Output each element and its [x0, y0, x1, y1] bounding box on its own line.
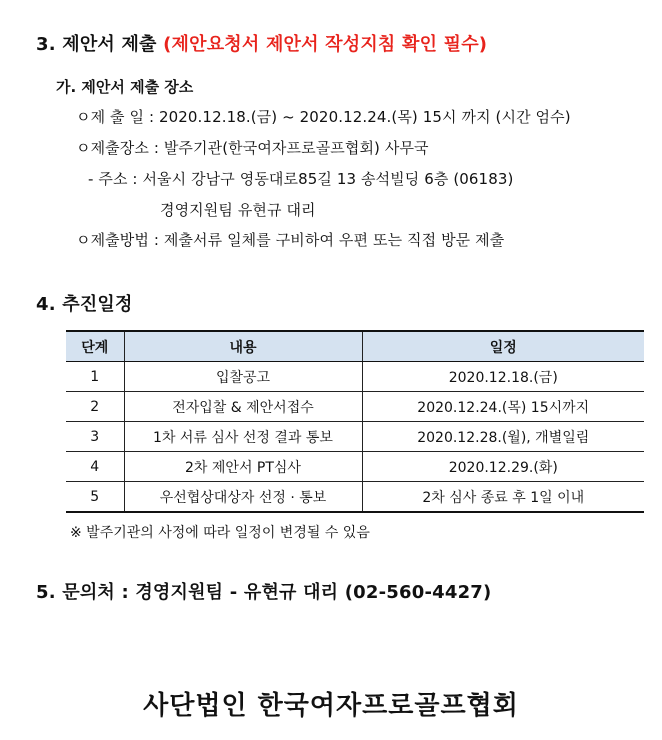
table-row — [66, 452, 644, 482]
submission-date-line: ㅇ제 출 일 : 2020.12.18.(금) ~ 2020.12.24.(목) 15시 까지 (시간 엄수) — [76, 108, 571, 126]
header-content: 내용 — [124, 331, 362, 362]
submission-place-line: ㅇ제출장소 : 발주기관(한국여자프로골프협회) 사무국 — [76, 139, 429, 157]
content-cell: 우선협상대상자 선정 · 통보 — [124, 482, 362, 513]
content-cell: 전자입찰 & 제안서접수 — [124, 392, 362, 422]
table-row — [66, 392, 644, 422]
address-line: - 주소 : 서울시 강남구 영동대로85길 13 송석빌딩 6층 (06183) — [88, 170, 514, 188]
content-cell: 1차 서류 심사 선정 결과 통보 — [124, 422, 362, 452]
schedule-cell: 2020.12.29.(화) — [362, 452, 644, 482]
section-5-contact: 5. 문의처 : 경영지원팀 - 유현규 대리 (02-560-4427) — [36, 582, 492, 603]
section-3-title — [36, 30, 487, 56]
table-row — [66, 362, 644, 392]
stage-cell: 1 — [66, 362, 124, 392]
stage-cell: 4 — [66, 452, 124, 482]
submission-method-line: ㅇ제출방법 : 제출서류 일체를 구비하여 우편 또는 직접 방문 제출 — [76, 231, 505, 249]
schedule-cell: 2020.12.18.(금) — [362, 362, 644, 392]
schedule-table — [66, 330, 644, 513]
schedule-cell: 2020.12.24.(목) 15시까지 — [362, 392, 644, 422]
schedule-note: ※ 발주기관의 사정에 따라 일정이 변경될 수 있음 — [70, 525, 370, 541]
submission-place-subheading: 가. 제안서 제출 장소 — [56, 78, 194, 96]
schedule-cell: 2020.12.28.(월), 개별일림 — [362, 422, 644, 452]
content-cell: 2차 제안서 PT심사 — [124, 452, 362, 482]
contact-person-line: 경영지원팀 유현규 대리 — [160, 201, 316, 219]
organization-name: 사단법인 한국여자프로골프협회 — [143, 691, 519, 721]
table-row — [66, 482, 644, 513]
header-schedule: 일정 — [362, 331, 644, 362]
table-header-row — [66, 331, 644, 362]
section-4-title: 4. 추진일정 — [36, 294, 133, 315]
stage-cell: 3 — [66, 422, 124, 452]
section-3-highlight: (제안요청서 제안서 작성지침 확인 필수) — [163, 34, 488, 55]
table-row — [66, 422, 644, 452]
stage-cell: 2 — [66, 392, 124, 422]
schedule-cell: 2차 심사 종료 후 1일 이내 — [362, 482, 644, 513]
header-stage: 단계 — [66, 331, 124, 362]
section-3-title-text: 3. 제안서 제출 — [36, 34, 157, 55]
content-cell: 입찰공고 — [124, 362, 362, 392]
stage-cell: 5 — [66, 482, 124, 513]
